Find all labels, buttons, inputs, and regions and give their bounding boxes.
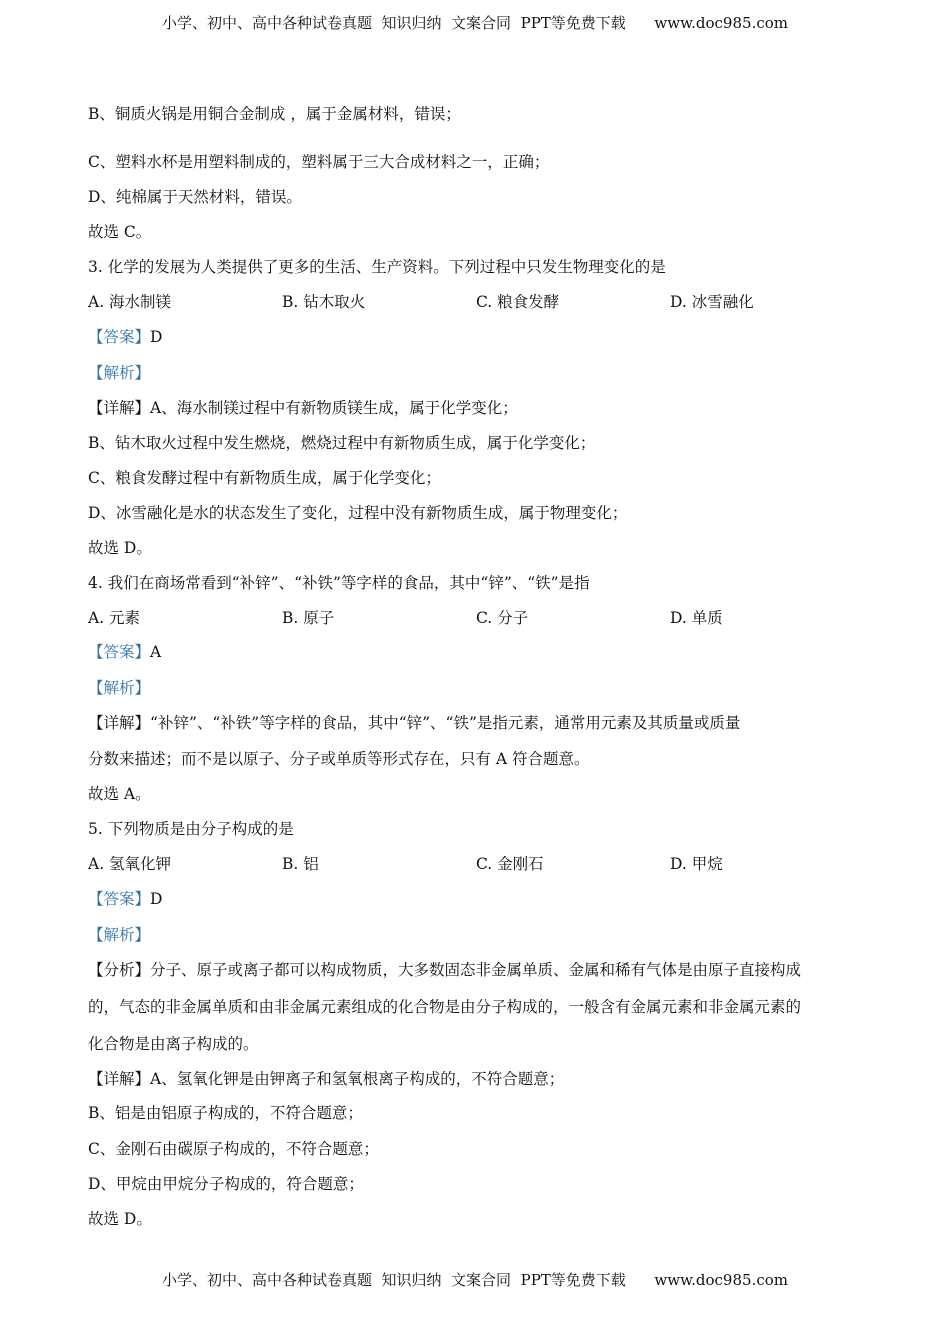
q5-option-a: A. 氢氧化钾 (88, 855, 172, 873)
answer-tag: 【答案】 (88, 890, 151, 908)
page-footer: 小学、初中、高中各种试卷真题 知识归纳 文案合同 PPT等免费下载 www.doc985.com (161, 1271, 788, 1289)
prev-option-b-explanation: B、铜质火锅是用铜合金制成 ，属于金属材料，错误； (88, 105, 461, 123)
q4-conclusion: 故选 A。 (88, 785, 151, 803)
q4-option-b: B. 原子 (282, 609, 335, 627)
q4-answer (88, 640, 161, 662)
q3-answer-value: D (150, 328, 163, 346)
q4-option-c: C. 分子 (476, 609, 529, 627)
analysis-tag: 【解析】 (88, 926, 151, 944)
q4-detail-1 (88, 711, 740, 733)
prev-option-c-explanation: C、塑料水杯是用塑料制成的，塑料属于三大合成材料之一，正确； (88, 153, 550, 171)
q3-option-c: C. 粮食发酵 (476, 293, 560, 311)
q3-conclusion: 故选 D。 (88, 539, 152, 557)
q5-stem: 5. 下列物质是由分子构成的是 (88, 820, 294, 838)
q5-option-d: D. 甲烷 (670, 855, 723, 873)
q4-stem: 4. 我们在商场常看到“补锌”、“补铁”等字样的食品，其中“锌”、“铁”是指 (88, 574, 590, 592)
q3-detail-c: C、粮食发酵过程中有新物质生成，属于化学变化； (88, 469, 441, 487)
q5-detail-a-text: A、氢氧化钾是由钾离子和氢氧根离子构成的，不符合题意； (150, 1070, 565, 1088)
detail-tag: 【详解】 (88, 714, 151, 732)
q5-option-b: B. 铝 (282, 855, 319, 873)
analysis-tag: 【解析】 (88, 364, 151, 382)
q5-detail-c: C、金刚石由碳原子构成的，不符合题意； (88, 1140, 379, 1158)
analysis2-tag: 【分析】 (88, 961, 151, 979)
q4-detail-1-text: “补锌”、“补铁”等字样的食品，其中“锌”、“铁”是指元素，通常用元素及其质量或质量 (150, 714, 741, 732)
q3-detail-b: B、钻木取火过程中发生燃烧，燃烧过程中有新物质生成，属于化学变化； (88, 434, 596, 452)
q3-detail-a (88, 396, 518, 418)
q3-stem: 3. 化学的发展为人类提供了更多的生活、生产资料。下列过程中只发生物理变化的是 (88, 258, 666, 276)
q5-detail-d: D、甲烷由甲烷分子构成的，符合题意； (88, 1175, 364, 1193)
page-header: 小学、初中、高中各种试卷真题 知识归纳 文案合同 PPT等免费下载 www.doc985.com (161, 14, 788, 32)
q5-analysis-2: 的，气态的非金属单质和由非金属元素组成的化合物是由分子构成的，一般含有金属元素和非金属元素的 (88, 998, 802, 1016)
q5-option-c: C. 金刚石 (476, 855, 544, 873)
answer-tag: 【答案】 (88, 328, 151, 346)
q3-detail-a-text: A、海水制镁过程中有新物质镁生成，属于化学变化； (150, 399, 518, 417)
q5-analysis-3: 化合物是由离子构成的。 (88, 1035, 259, 1053)
q5-analysis-1 (88, 958, 801, 980)
q5-detail-a (88, 1067, 564, 1089)
q3-analysis (88, 361, 150, 383)
q5-conclusion: 故选 D。 (88, 1210, 152, 1228)
q3-option-b: B. 钻木取火 (282, 293, 366, 311)
q4-analysis (88, 676, 150, 698)
detail-tag: 【详解】 (88, 399, 151, 417)
q3-detail-d: D、冰雪融化是水的状态发生了变化，过程中没有新物质生成，属于物理变化； (88, 504, 628, 522)
q5-detail-b: B、铝是由铝原子构成的，不符合题意； (88, 1104, 363, 1122)
detail-tag: 【详解】 (88, 1070, 151, 1088)
q5-answer-value: D (150, 890, 163, 908)
q5-answer (88, 887, 162, 909)
q4-option-d: D. 单质 (670, 609, 723, 627)
q3-answer (88, 325, 162, 347)
answer-tag: 【答案】 (88, 643, 151, 661)
prev-conclusion: 故选 C。 (88, 223, 152, 241)
q4-option-a: A. 元素 (88, 609, 141, 627)
q5-analysis-1-text: 分子、原子或离子都可以构成物质，大多数固态非金属单质、金属和稀有气体是由原子直接构成 (150, 961, 802, 979)
q3-option-a: A. 海水制镁 (88, 293, 172, 311)
q4-answer-value: A (150, 643, 162, 661)
q3-option-d: D. 冰雪融化 (670, 293, 754, 311)
analysis-tag: 【解析】 (88, 679, 151, 697)
q4-detail-2: 分数来描述；而不是以原子、分子或单质等形式存在，只有 A 符合题意。 (88, 750, 590, 768)
prev-option-d-explanation: D、纯棉属于天然材料，错误。 (88, 188, 302, 206)
q5-analysis (88, 923, 150, 945)
